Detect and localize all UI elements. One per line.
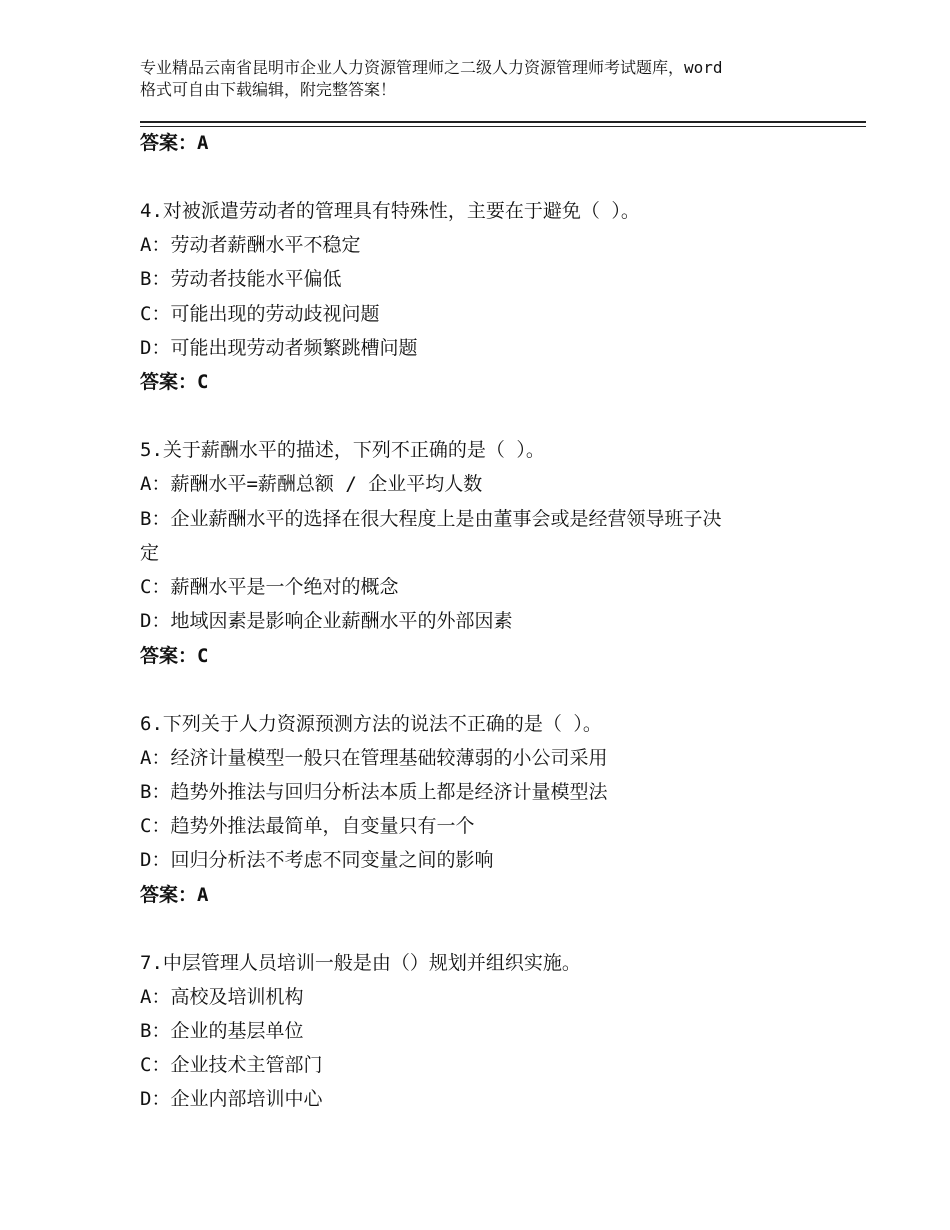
option-c: C：可能出现的劳动歧视问题 — [140, 303, 380, 325]
answer-value: A — [197, 884, 209, 906]
question-stem: 7.中层管理人员培训一般是由（）规划并组织实施。 — [140, 952, 581, 974]
option-b: B：企业的基层单位 — [140, 1020, 304, 1042]
document-header — [140, 57, 830, 101]
question-stem: 6.下列关于人力资源预测方法的说法不正确的是（ ）。 — [140, 713, 602, 735]
option-a: A：劳动者薪酬水平不稳定 — [140, 234, 361, 256]
option-b-continued: 定 — [140, 542, 160, 564]
option-b: B：劳动者技能水平偏低 — [140, 268, 342, 290]
answer-label: 答案： — [140, 371, 198, 393]
answer-value: A — [197, 132, 209, 154]
answer-line — [140, 365, 208, 399]
option-a: A：经济计量模型一般只在管理基础较薄弱的小公司采用 — [140, 747, 608, 769]
header-divider — [140, 121, 866, 123]
option-d: D：地域因素是影响企业薪酬水平的外部因素 — [140, 610, 513, 632]
option-d: D：企业内部培训中心 — [140, 1088, 323, 1110]
answer-line — [140, 126, 208, 160]
answer-label: 答案： — [140, 884, 198, 906]
option-a: A：薪酬水平=薪酬总额 / 企业平均人数 — [140, 473, 483, 495]
question-stem: 4.对被派遣劳动者的管理具有特殊性，主要在于避免（ ）。 — [140, 200, 640, 222]
answer-line — [140, 878, 208, 912]
header-divider-thin — [140, 126, 866, 127]
option-c: C：企业技术主管部门 — [140, 1054, 323, 1076]
answer-value: C — [197, 645, 209, 667]
question-stem: 5.关于薪酬水平的描述，下列不正确的是（ ）。 — [140, 439, 545, 461]
option-c: C：薪酬水平是一个绝对的概念 — [140, 576, 399, 598]
option-d: D：回归分析法不考虑不同变量之间的影响 — [140, 849, 494, 871]
answer-label: 答案： — [140, 132, 198, 154]
header-line-2: 格式可自由下载编辑，附完整答案！ — [140, 80, 397, 99]
answer-value: C — [197, 371, 209, 393]
option-b: B：趋势外推法与回归分析法本质上都是经济计量模型法 — [140, 781, 608, 803]
header-line-1: 专业精品云南省昆明市企业人力资源管理师之二级人力资源管理师考试题库，word — [140, 58, 723, 77]
option-c: C：趋势外推法最简单，自变量只有一个 — [140, 815, 475, 837]
answer-label: 答案： — [140, 645, 198, 667]
option-b: B：企业薪酬水平的选择在很大程度上是由董事会或是经营领导班子决 — [140, 508, 722, 530]
answer-line — [140, 639, 208, 673]
option-a: A：高校及培训机构 — [140, 986, 304, 1008]
option-d: D：可能出现劳动者频繁跳槽问题 — [140, 337, 418, 359]
